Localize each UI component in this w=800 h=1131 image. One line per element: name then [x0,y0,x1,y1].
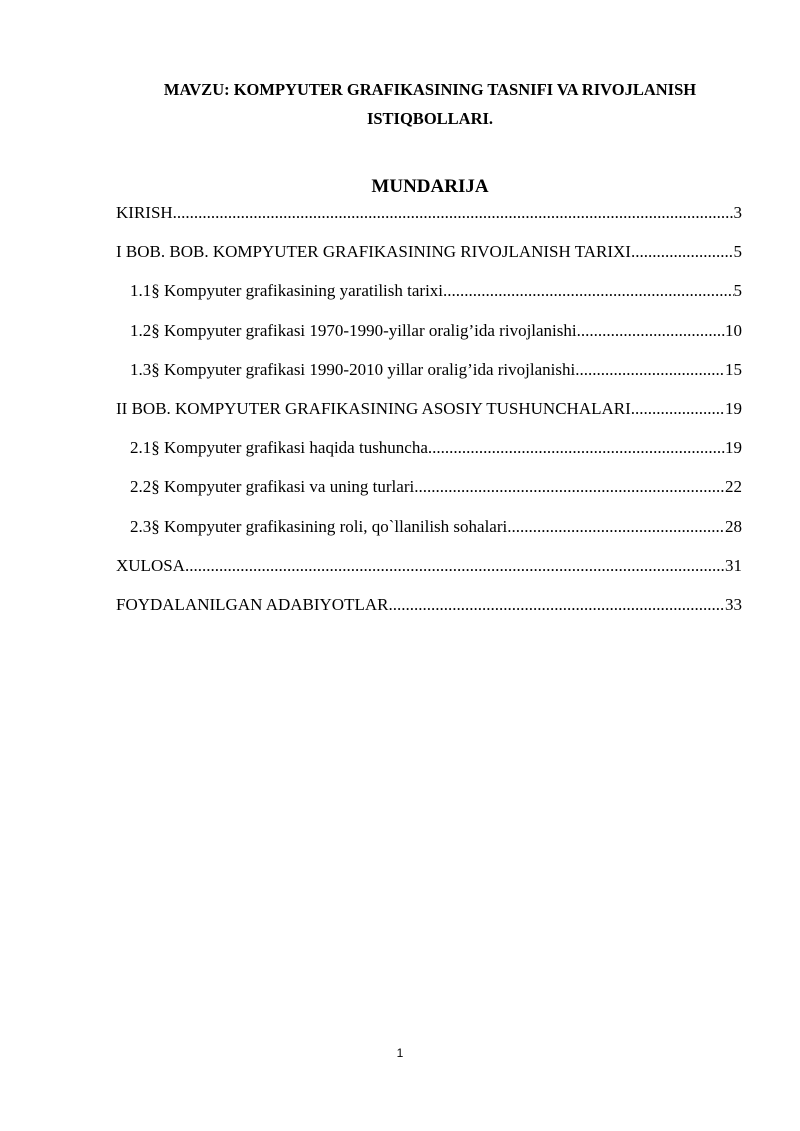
toc-entry-section-1-3[interactable] [116,357,742,396]
toc-entry-section-1-2[interactable] [116,318,742,357]
toc-dot-leader [575,357,725,383]
toc-entry-text: FOYDALANILGAN ADABIYOTLAR [116,594,389,614]
document-title [100,75,760,133]
table-of-contents [116,200,742,631]
toc-dot-leader [631,396,725,422]
toc-entry-section-1-1[interactable] [116,278,742,317]
toc-entry-page: 5 [733,242,742,262]
toc-dot-leader [428,435,725,461]
toc-entry-chapter-2[interactable] [116,396,742,435]
toc-dot-leader [443,278,733,304]
toc-entry-text: 2.1§ Kompyuter grafikasi haqida tushuncha [130,438,428,458]
toc-entry-text: 1.2§ Kompyuter grafikasi 1970-1990-yillar oralig’ida rivojlanishi [130,320,577,340]
toc-dot-leader [577,318,725,344]
toc-entry-page: 22 [725,477,742,497]
toc-dot-leader [185,553,725,579]
toc-entry-section-2-1[interactable] [116,435,742,474]
toc-entry-text: 1.3§ Kompyuter grafikasi 1990-2010 yillar oralig’ida rivojlanishi [130,359,576,379]
document-title-line-2: ISTIQBOLLARI. [366,109,494,128]
toc-entry-page: 10 [725,320,742,340]
toc-entry-text: 2.3§ Kompyuter grafikasining roli, qo`llanilish sohalari [130,516,508,536]
toc-entry-page: 31 [725,555,742,575]
toc-dot-leader [173,200,734,226]
page-number: 1 [396,1046,404,1060]
toc-entry-text: I BOB. BOB. KOMPYUTER GRAFIKASINING RIVOJLANISH TARIXI [116,242,631,262]
toc-entry-text: KIRISH [116,203,173,222]
toc-entry-page: 28 [725,516,742,536]
toc-entry-page: 5 [733,281,742,301]
toc-heading: MUNDARIJA [371,176,489,197]
toc-entry-page: 19 [725,398,742,418]
toc-entry-page: 15 [725,359,742,379]
toc-dot-leader [388,592,725,618]
toc-entry-bibliography[interactable] [116,592,742,631]
toc-entry-chapter-1[interactable] [116,239,742,278]
toc-dot-leader [414,474,725,500]
toc-entry-text: 1.1§ Kompyuter grafikasining yaratilish tarixi [130,281,444,301]
toc-entry-page: 3 [733,203,742,222]
toc-entry-page: 33 [725,594,742,614]
toc-entry-kirish[interactable] [116,200,742,239]
document-title-line-1: MAVZU: KOMPYUTER GRAFIKASINING TASNIFI VA RIVOJLANISH [163,80,697,99]
toc-dot-leader [631,239,734,265]
toc-entry-xulosa[interactable] [116,553,742,592]
toc-entry-page: 19 [725,438,742,458]
toc-dot-leader [507,514,725,540]
toc-entry-text: XULOSA [116,555,185,575]
toc-entry-text: II BOB. KOMPYUTER GRAFIKASINING ASOSIY TUSHUNCHALARI [116,398,631,418]
toc-entry-section-2-3[interactable] [116,514,742,553]
toc-entry-text: 2.2§ Kompyuter grafikasi va uning turlari [130,477,415,497]
toc-entry-section-2-2[interactable] [116,474,742,513]
